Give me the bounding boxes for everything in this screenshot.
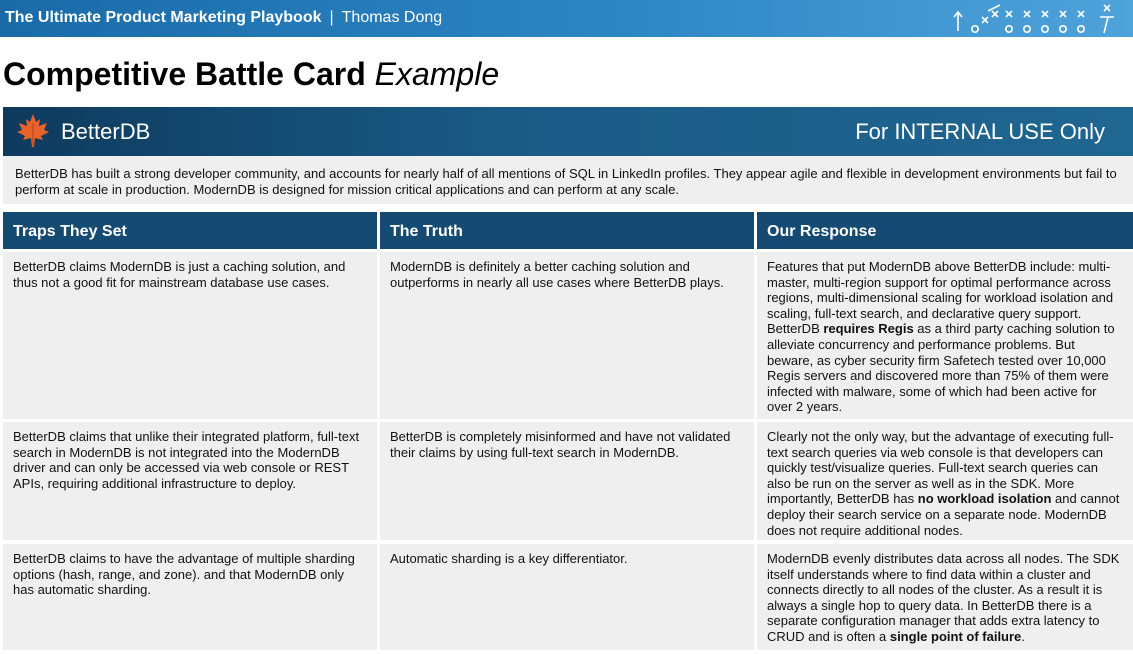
column-header-response: Our Response (757, 212, 1133, 249)
internal-use-label: For INTERNAL USE Only (855, 119, 1105, 144)
page-title-italic: Example (374, 56, 500, 92)
page-title (3, 56, 499, 93)
competitor-summary: BetterDB has built a strong developer community, and accounts for nearly half of all mentions of SQL in LinkedIn profiles. They appear agile and flexible in development environments but fail to perform at scale in production. ModernDB is designed for mission critical applications and can perform at any scale. (3, 156, 1133, 204)
header-text (5, 9, 442, 27)
header-separator: | (329, 9, 334, 26)
author-name: Thomas Dong (341, 9, 443, 26)
row3-truth-cell: Automatic sharding is a key differentiator. (380, 544, 754, 650)
column-header-truth: The Truth (380, 212, 754, 249)
row2-truth-cell: BetterDB is completely misinformed and have not validated their claims by using full-text search in ModernDB. (380, 422, 754, 540)
row2-response-text-end: and cannot deploy their search service on a separate node. ModernDB does not require additional nodes. (767, 491, 1120, 538)
row3-response-text-end: . (1021, 628, 1025, 644)
row1-trap-cell: BetterDB claims ModernDB is just a caching solution, and thus not a good fit for mainstream database use cases. (3, 252, 377, 419)
row1-truth-cell: ModernDB is definitely a better caching solution and outperforms in nearly all use cases where BetterDB plays. (380, 252, 754, 419)
maple-leaf-icon (15, 113, 51, 149)
row3-trap-cell: BetterDB claims to have the advantage of multiple sharding options (hash, range, and zone). and that ModernDB only has automatic sharding. (3, 544, 377, 650)
brand-name: BetterDB (61, 119, 151, 144)
row2-trap-cell: BetterDB claims that unlike their integrated platform, full-text search in ModernDB is not integrated into the ModernDB driver and can only be accessed via web console or REST APIs, requiring additional infrastructure to deploy. (3, 422, 377, 540)
row3-response-cell (757, 544, 1133, 650)
column-header-traps: Traps They Set (3, 212, 377, 249)
row1-response-bold: requires Regis (823, 321, 914, 337)
page-title-main: Competitive Battle Card (3, 56, 366, 92)
brand-bar (3, 107, 1133, 156)
row3-response-text: ModernDB evenly distributes data across all nodes. The SDK itself understands where to find data within a cluster and connects directly to all nodes of the cluster. As a result it is always a single hop to query data. In BetterDB there is a separate configuration manager that adds extra latency to CRUD and is often a (767, 551, 1120, 644)
row2-response-cell (757, 422, 1133, 540)
playbook-diagram-icon (948, 3, 1128, 35)
row2-response-bold: no workload isolation (917, 491, 1052, 507)
row1-response-cell (757, 252, 1133, 419)
row3-response-bold: single point of failure (889, 628, 1022, 644)
row1-response-text: Features that put ModernDB above BetterDB include: multi-master, multi-region support for optimal performance across regions, multi-dimensional scaling for workload isolation and scaling, full-text search, and declarative query support. BetterDB (767, 259, 1114, 337)
row2-response-text: Clearly not the only way, but the advantage of executing full-text search queries via web console is that developers can quickly test/visualize queries. Full-text search queries can also be run on the server as well as in the SDK. More importantly, BetterDB has (767, 429, 1114, 507)
top-header-bar (0, 0, 1133, 37)
row1-response-text-end: as a third party caching solution to alleviate concurrency and performance problems. But beware, as cyber security firm Safetech tested over 10,000 Regis servers and discovered more than 75% of them were infected with malware, some of which had been active for over 2 years. (767, 321, 1115, 415)
book-title: The Ultimate Product Marketing Playbook (5, 9, 322, 26)
